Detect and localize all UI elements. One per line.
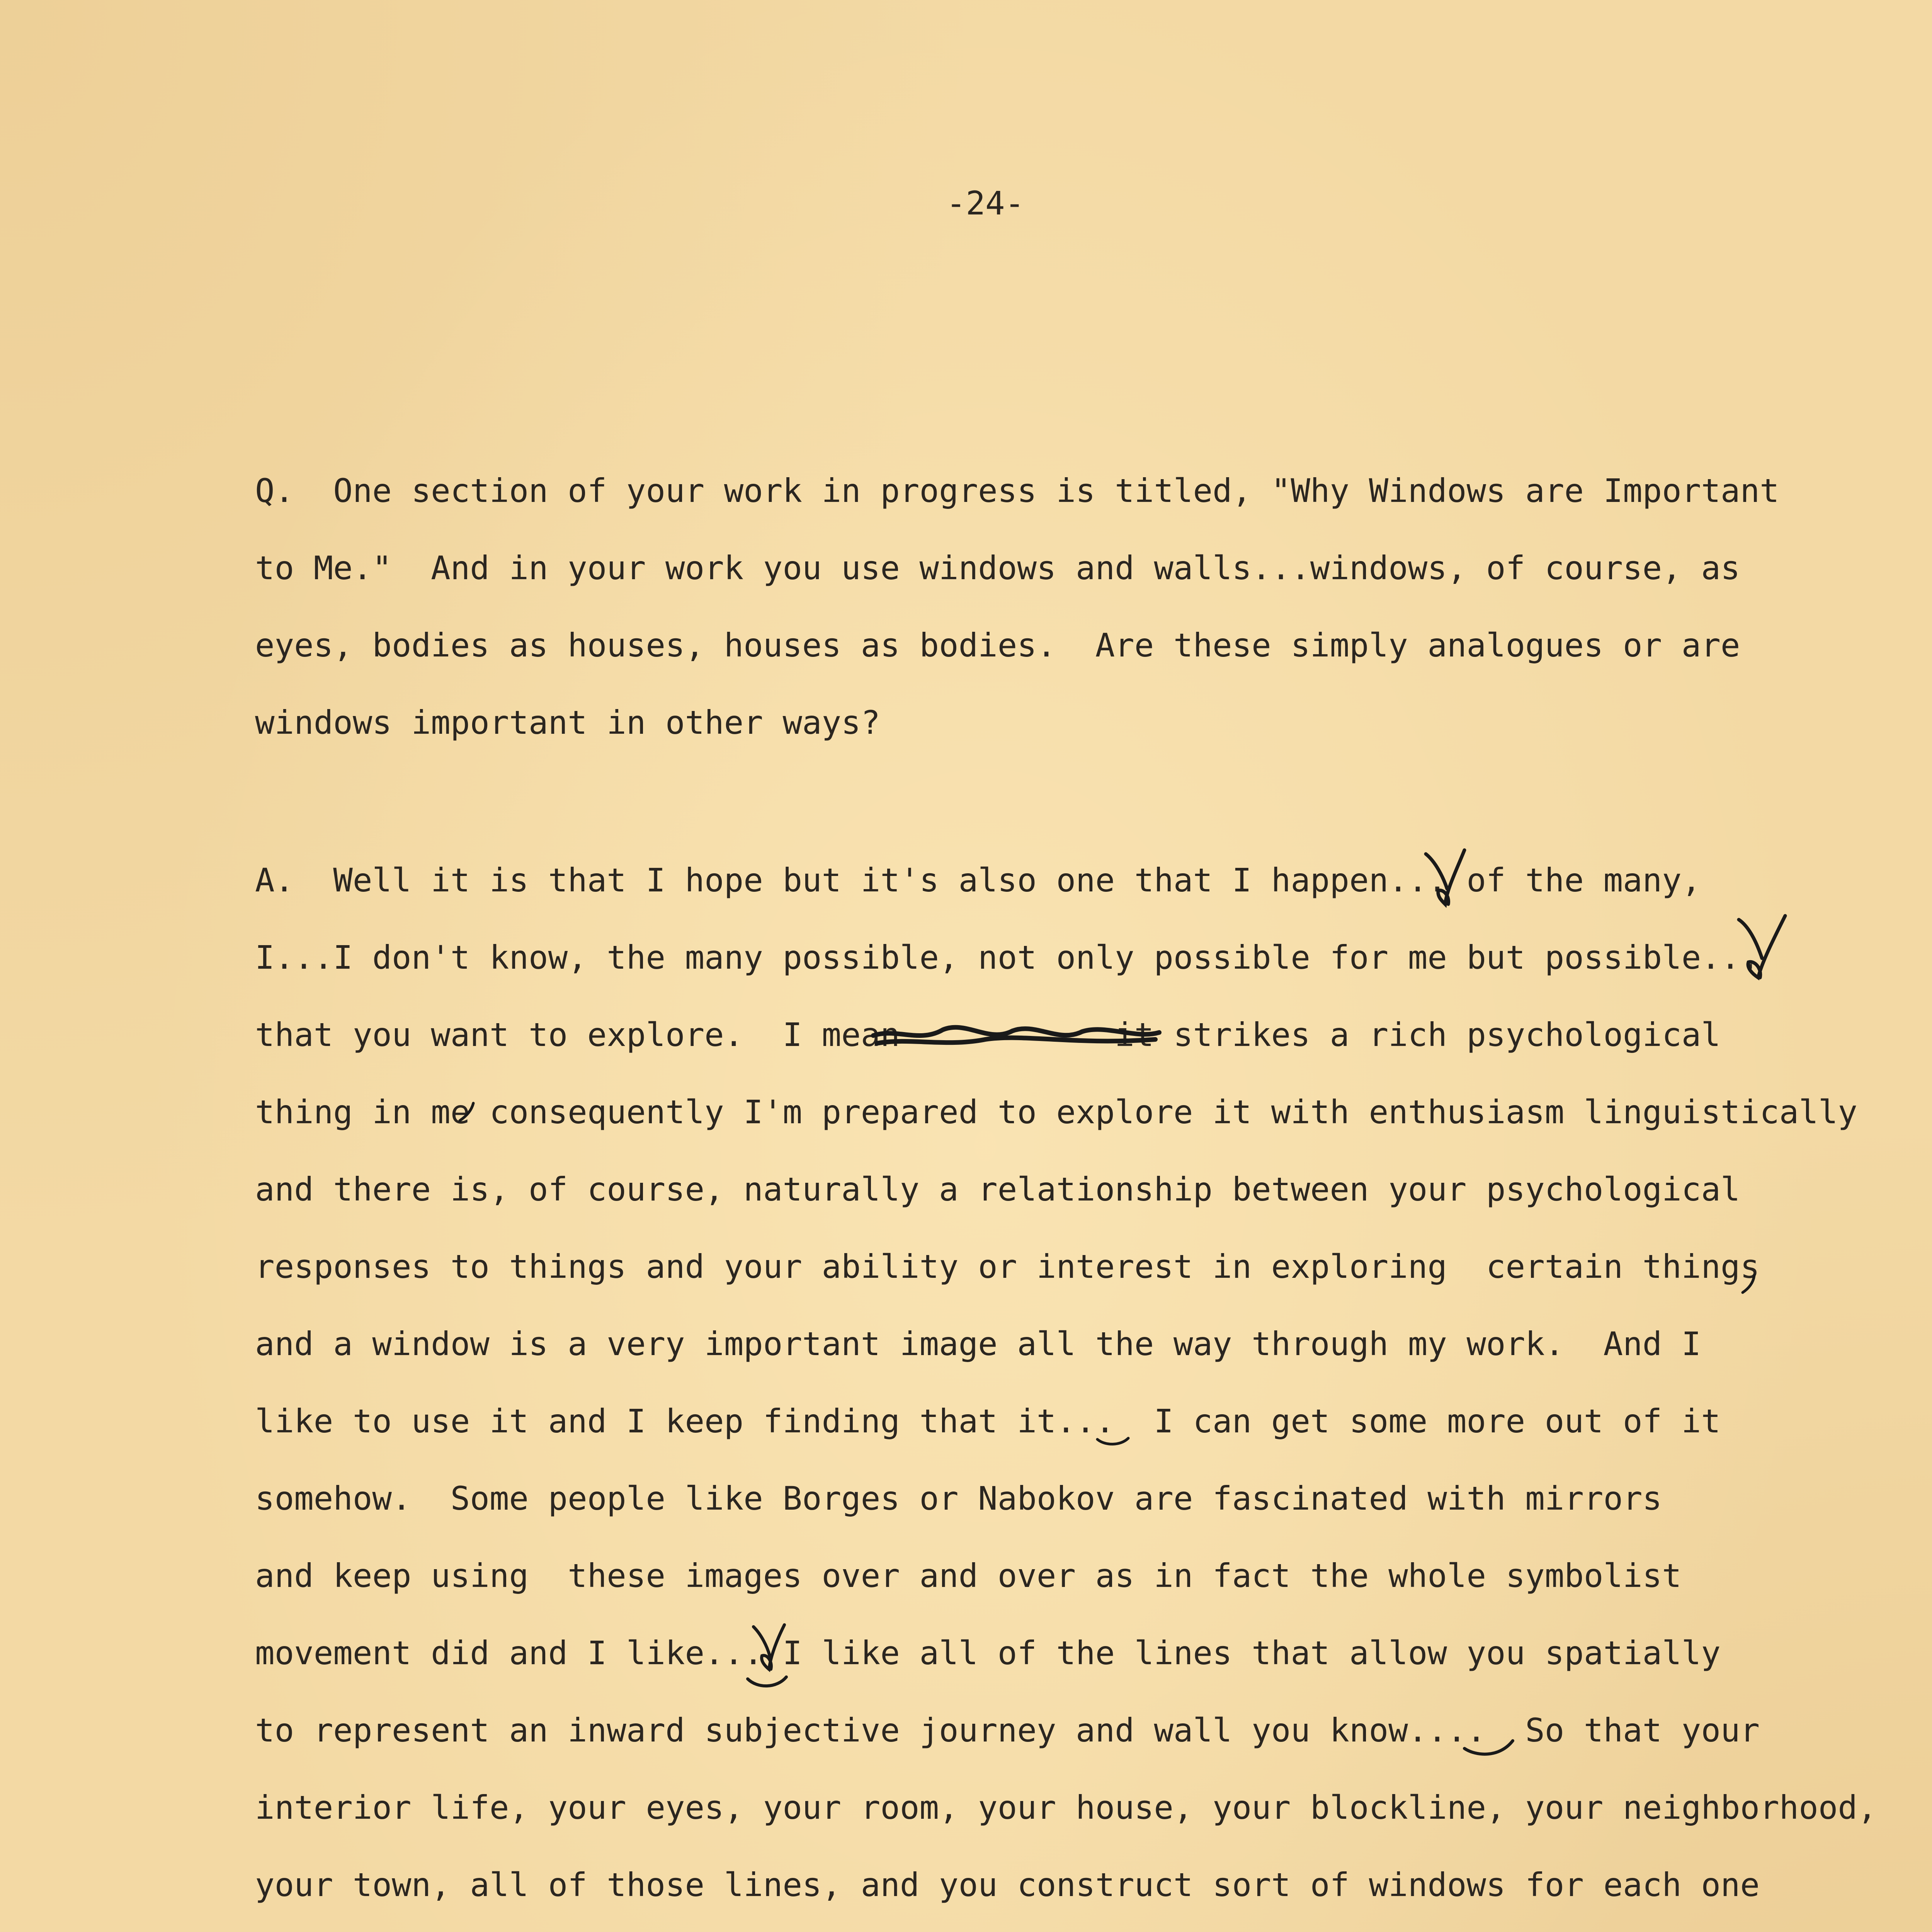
text-line: to represent an inward subjective journey and wall you know.... So that your [255, 1711, 1760, 1749]
text-line: and there is, of course, naturally a relationship between your psychological [255, 1170, 1740, 1208]
text-line: like to use it and I keep finding that it... I can get some more out of it [255, 1402, 1721, 1440]
text-line: I...I don't know, the many possible, not only possible for me but possible... [255, 939, 1760, 976]
text-line: windows important in other ways? [255, 704, 881, 742]
text-line: A. Well it is that I hope but it's also one that I happen... of the many, [255, 861, 1701, 899]
text-line: Q. One section of your work in progress is titled, "Why Windows are Important [255, 472, 1779, 510]
text-line: somehow. Some people like Borges or Nabokov are fascinated with mirrors [255, 1480, 1662, 1517]
text-line: movement did and I like... I like all of the lines that allow you spatially [255, 1634, 1721, 1672]
page-number: -24- [946, 184, 1025, 222]
text-line: and keep using these images over and over as in fact the whole symbolist [255, 1557, 1682, 1595]
text-line: to Me." And in your work you use windows and walls...windows, of course, as [255, 549, 1740, 587]
text-line: eyes, bodies as houses, houses as bodies. Are these simply analogues or are [255, 626, 1740, 664]
text-line: responses to things and your ability or interest in exploring certain things [255, 1248, 1760, 1286]
text-line: thing in me consequently I'm prepared to explore it with enthusiasm linguistically [255, 1093, 1857, 1131]
text-line: and a window is a very important image all the way through my work. And I [255, 1325, 1701, 1363]
text-line: that you want to explore. I mean it strikes a rich psychological [255, 1016, 1721, 1054]
text-line: interior life, your eyes, your room, your house, your blockline, your neighborhood, [255, 1789, 1877, 1827]
text-line: your town, all of those lines, and you construct sort of windows for each one [255, 1866, 1760, 1904]
